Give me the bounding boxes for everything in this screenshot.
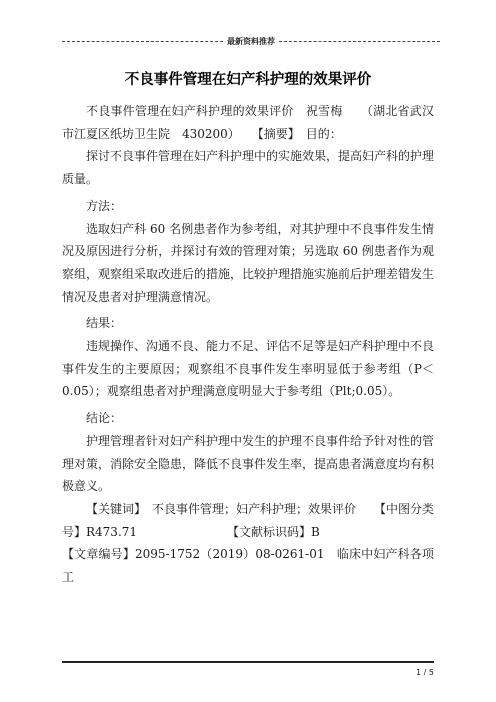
footer-rule xyxy=(62,661,434,663)
document-body xyxy=(62,100,434,589)
page-number: 1 / 5 xyxy=(416,668,434,677)
conclusion-text: 护理管理者针对妇产科护理中发生的护理不良事件给予针对性的管理对策，消除安全隐患，降低不良事件发生率，提高患者满意度均有积极意义。 xyxy=(62,433,435,494)
objective-text: 探讨不良事件管理在妇产科护理中的实施效果，提高妇产科的护理质量。 xyxy=(62,149,435,187)
method-heading: 方法： xyxy=(86,198,123,213)
header-label: 最新资料推荐 xyxy=(227,37,275,46)
author-block: 不良事件管理在妇产科护理的效果评价 祝雪梅 （湖北省武汉市江夏区纸坊卫生院 430200） 【摘要】 目的： xyxy=(62,104,434,141)
header-dash-left xyxy=(62,41,223,42)
keywords-line: 【关键词】 不良事件管理；妇产科护理；效果评价 【中图分类号】R473.71 【文献标识码】B xyxy=(62,501,435,539)
article-number-line: 【文章编号】2095-1752（2019）08-0261-01 临床中妇产科各项工 xyxy=(62,547,434,585)
page-header xyxy=(62,36,440,47)
method-text: 选取妇产科 60 名例患者作为参考组，对其护理中不良事件发生情况及原因进行分析，并探讨有效的管理对策；另选取 60 例患者作为观察组，观察组采取改进后的措施，比较护理措施实施前后护理差错发生情况及患者对护理满意情况。 xyxy=(62,221,435,304)
header-dash-right xyxy=(279,41,440,42)
document-title: 不良事件管理在妇产科护理的效果评价 xyxy=(124,72,372,88)
result-heading: 结果： xyxy=(86,316,123,331)
result-text: 违规操作、沟通不良、能力不足、评估不足等是妇产科护理中不良事件发生的主要原因；观察组不良事件发生率明显低于参考组（P＜0.05）；观察组患者对护理满意度明显大于参考组（Plt;0.05）。 xyxy=(62,339,435,399)
conclusion-heading: 结论： xyxy=(86,411,123,426)
